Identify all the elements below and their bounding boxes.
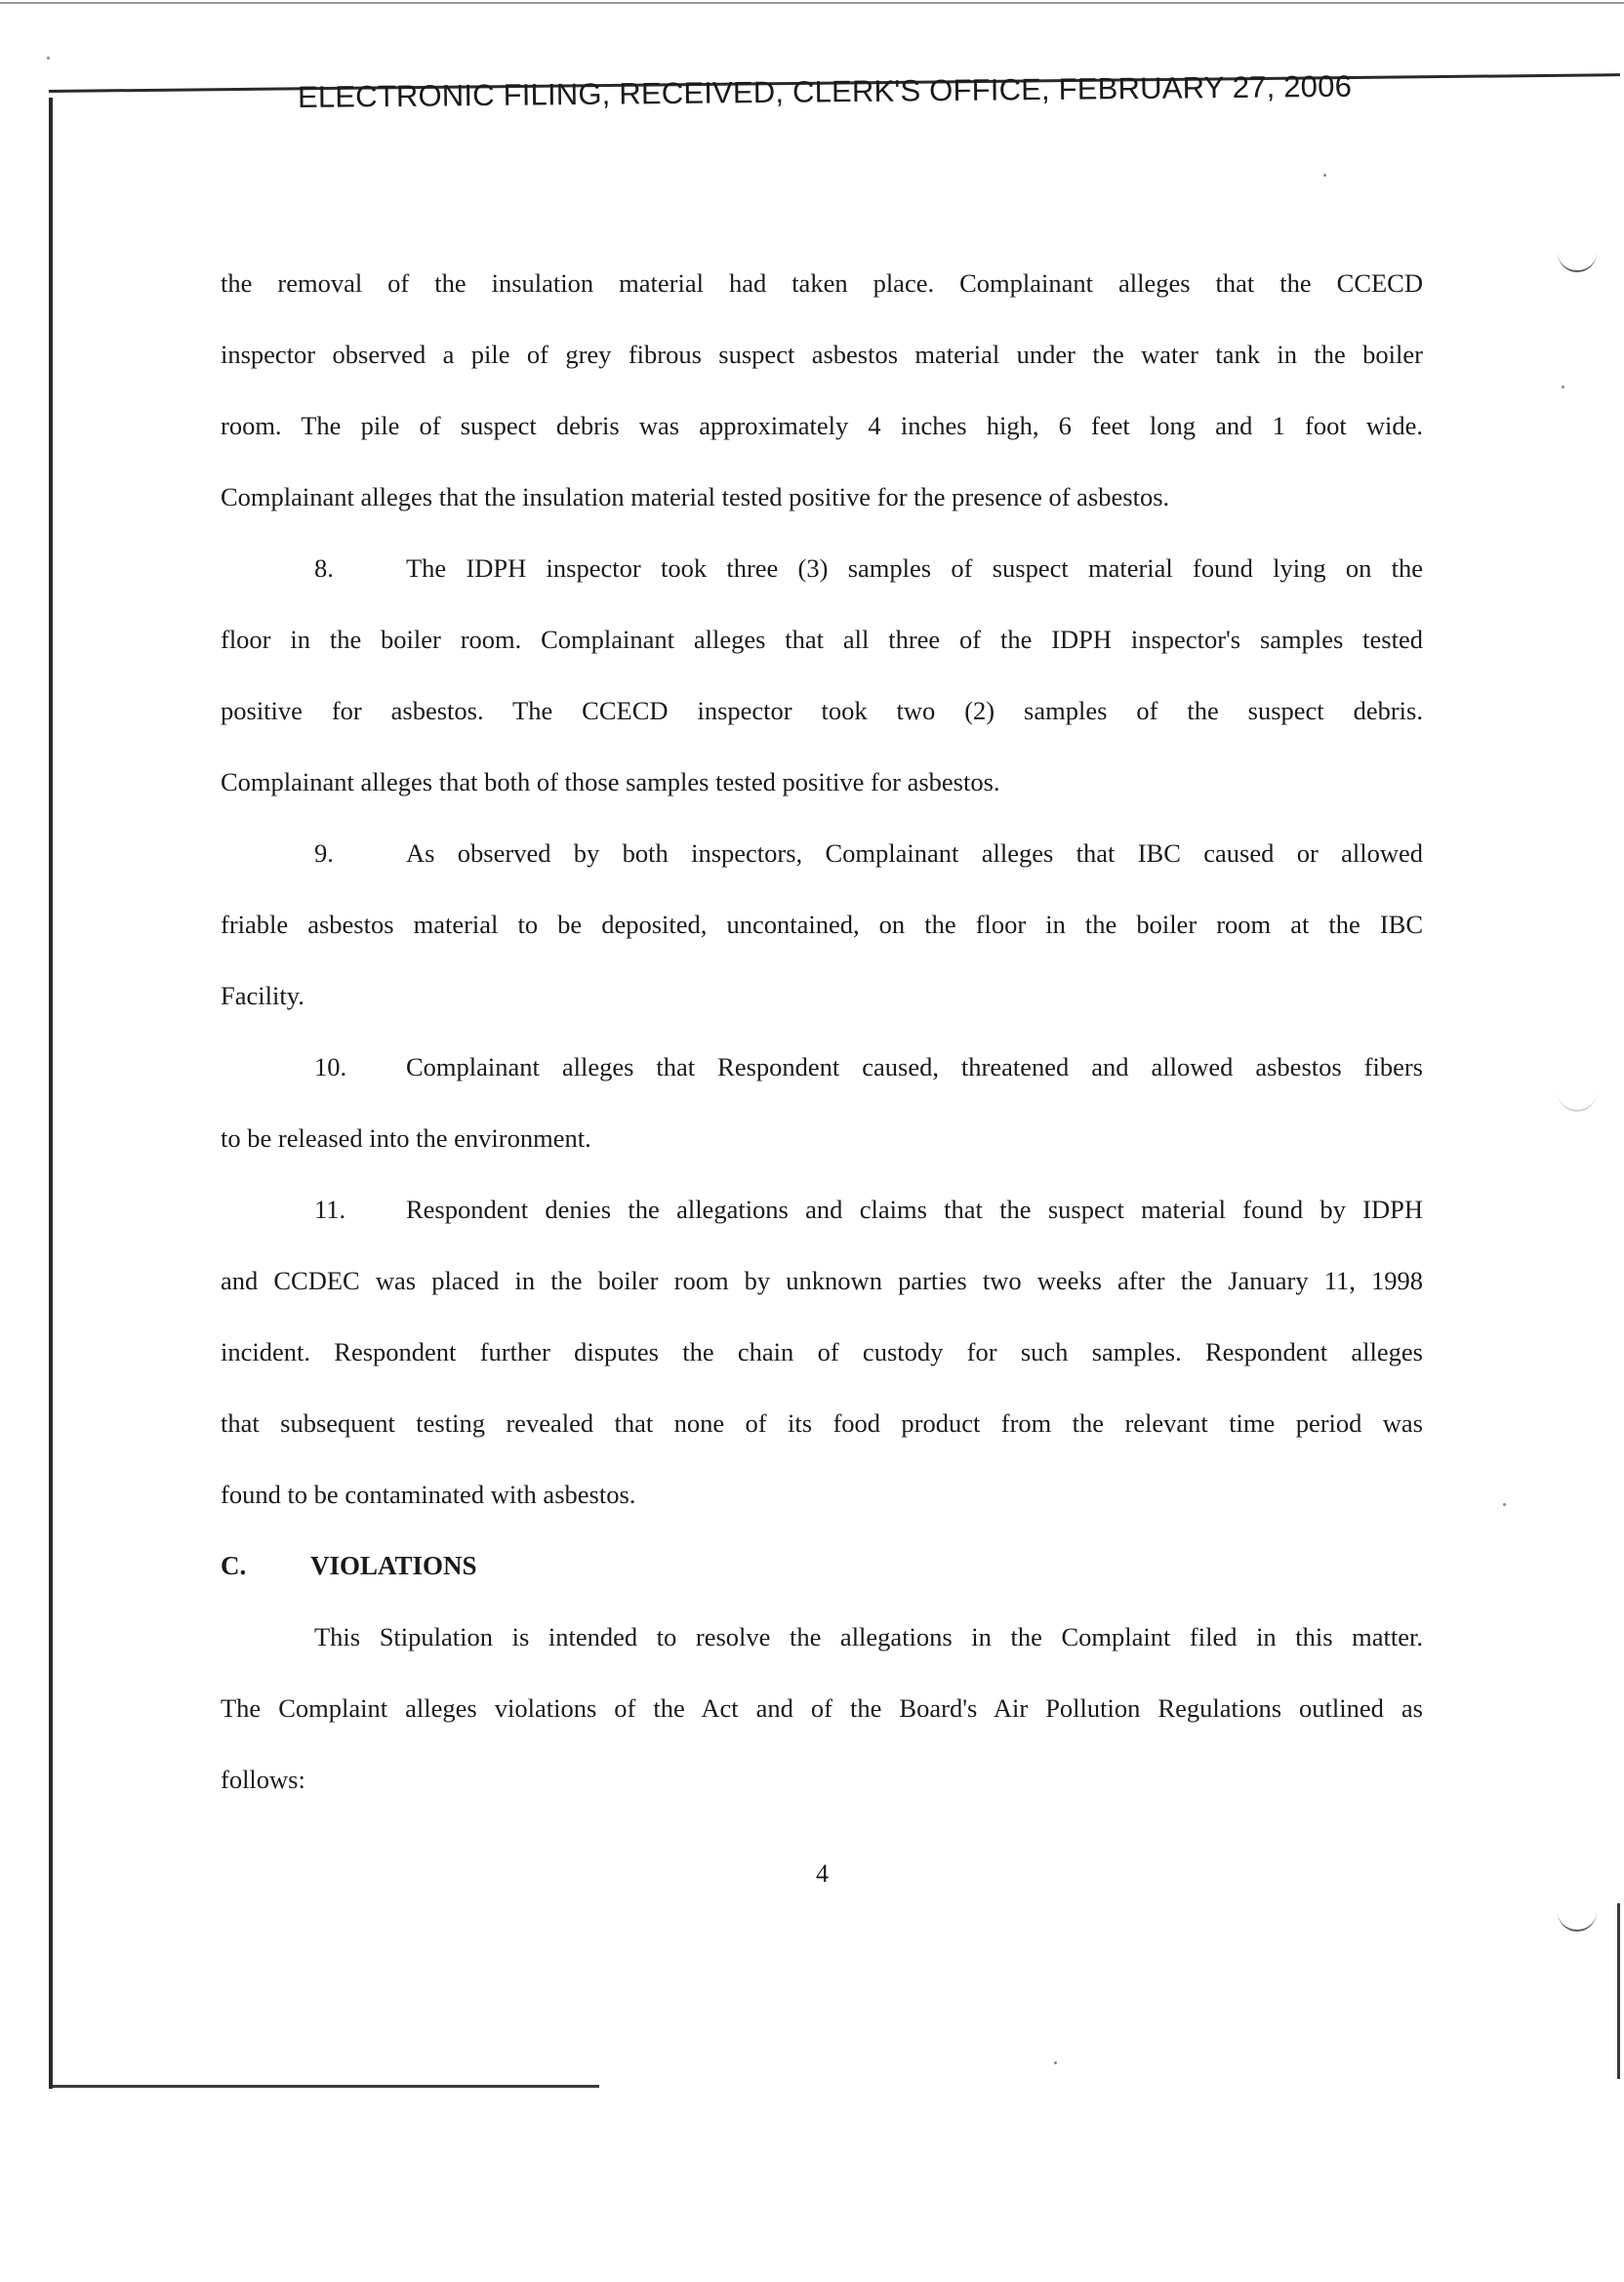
scan-speck bbox=[1503, 1503, 1506, 1506]
p8-first-line bbox=[221, 533, 1423, 604]
page-number: 4 bbox=[816, 1859, 829, 1888]
p11-line-3: incident. Respondent further disputes the chain of custody for such samples. Respondent alleges bbox=[221, 1337, 1423, 1366]
p7-line-1: the removal of the insulation material had taken place. Complainant alleges that the CCECD bbox=[221, 268, 1423, 298]
section-title: VIOLATIONS bbox=[310, 1551, 477, 1580]
binder-hole-mark bbox=[1558, 1908, 1597, 1932]
p9-number: 9. bbox=[314, 838, 334, 868]
p11-line-4: that subsequent testing revealed that none of its food product from the relevant time period was bbox=[221, 1408, 1423, 1438]
frame-border-right bbox=[1617, 1903, 1620, 2079]
section-c-first-line: This Stipulation is intended to resolve the allegations in the Complaint filed in this matter. bbox=[314, 1622, 1423, 1651]
p11-first-text: Respondent denies the allegations and claims that the suspect material found by IDPH bbox=[406, 1195, 1423, 1224]
p10-first-text: Complainant alleges that Respondent caused, threatened and allowed asbestos fibers bbox=[406, 1052, 1423, 1081]
p11-line-2: and CCDEC was placed in the boiler room by unknown parties two weeks after the January 11, 1998 bbox=[221, 1266, 1423, 1295]
section-c-line-3: follows: bbox=[221, 1765, 305, 1794]
scan-speck bbox=[47, 57, 50, 60]
p9-line-2: friable asbestos material to be deposited, uncontained, on the floor in the boiler room at the IBC bbox=[221, 910, 1423, 939]
p8-line-4: Complainant alleges that both of those samples tested positive for asbestos. bbox=[221, 767, 1000, 796]
p10-first-line bbox=[221, 1032, 1423, 1103]
p8-line-2: floor in the boiler room. Complainant alleges that all three of the IDPH inspector's samples tested bbox=[221, 625, 1423, 654]
p11-first-line bbox=[221, 1174, 1423, 1245]
p9-first-line bbox=[221, 818, 1423, 889]
electronic-filing-stamp: ELECTRONIC FILING, RECEIVED, CLERK'S OFFICE, FEBRUARY 27, 2006 bbox=[297, 68, 1353, 114]
section-heading bbox=[221, 1530, 1423, 1602]
p11-line-5: found to be contaminated with asbestos. bbox=[221, 1480, 636, 1509]
p11-number: 11. bbox=[314, 1195, 346, 1224]
scan-speck bbox=[1054, 2061, 1057, 2064]
p9-first-text: As observed by both inspectors, Complainant alleges that IBC caused or allowed bbox=[406, 838, 1423, 868]
p7-line-3: room. The pile of suspect debris was approximately 4 inches high, 6 feet long and 1 foot wide. bbox=[221, 411, 1423, 440]
p8-first-text: The IDPH inspector took three (3) samples of suspect material found lying on the bbox=[406, 553, 1423, 583]
p10-line-2: to be released into the environment. bbox=[221, 1123, 591, 1153]
scan-speck bbox=[1562, 386, 1564, 388]
document-body bbox=[221, 248, 1423, 1815]
section-letter: C. bbox=[221, 1551, 247, 1580]
p8-line-3: positive for asbestos. The CCECD inspector took two (2) samples of the suspect debris. bbox=[221, 696, 1423, 725]
p8-number: 8. bbox=[314, 553, 334, 583]
p7-line-2: inspector observed a pile of grey fibrous suspect asbestos material under the water tank in the boiler bbox=[221, 340, 1423, 369]
binder-hole-mark bbox=[1558, 249, 1597, 272]
p9-line-3: Facility. bbox=[221, 981, 304, 1010]
p10-number: 10. bbox=[314, 1052, 347, 1081]
binder-hole-mark bbox=[1558, 1088, 1597, 1112]
section-c-line-2: The Complaint alleges violations of the Act and of the Board's Air Pollution Regulations outlined as bbox=[221, 1693, 1423, 1723]
scan-speck bbox=[1323, 174, 1326, 177]
p7-line-4: Complainant alleges that the insulation material tested positive for the presence of asbestos. bbox=[221, 482, 1170, 511]
scan-edge-top bbox=[0, 2, 1624, 4]
frame-border-bottom bbox=[53, 2085, 599, 2088]
frame-border-left bbox=[49, 98, 53, 2089]
